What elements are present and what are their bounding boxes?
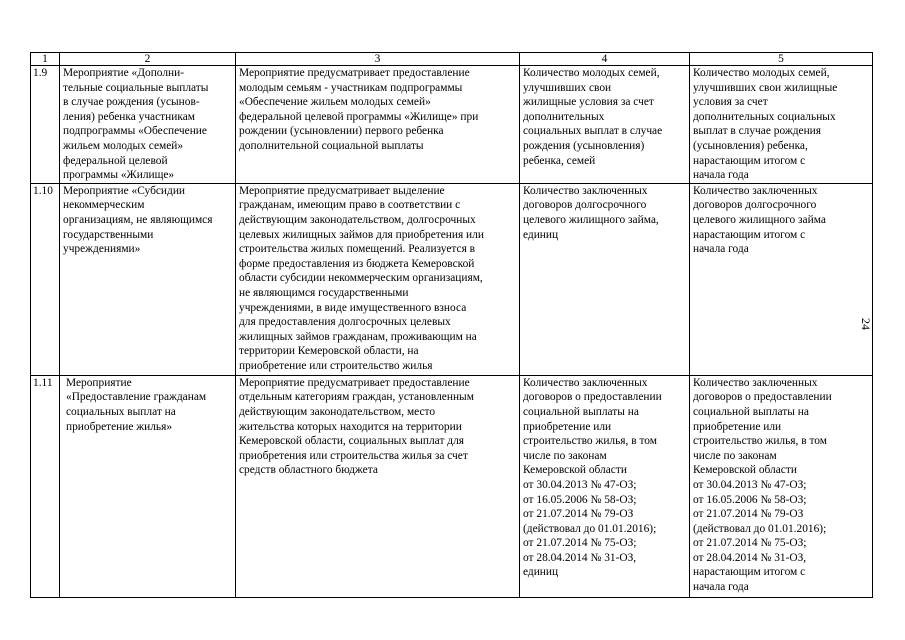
indicator-cell: [520, 66, 690, 184]
cell-text-line: от 16.05.2006 № 58-ОЗ;: [693, 493, 807, 506]
cell-text-line: тельные социальные выплаты: [63, 81, 209, 94]
cell-text-line: от 21.07.2014 № 75-ОЗ;: [523, 537, 637, 550]
cell-text-line: федеральной целевой: [63, 154, 168, 167]
cell-text-line: гражданам, имеющим право в соответствии с: [239, 199, 461, 212]
cell-text-line: ления) ребенка участникам: [63, 110, 195, 123]
cell-text-line: строительства жилых помещений. Реализуется в: [239, 243, 476, 256]
cell-text-line: ребенка, семей: [523, 154, 596, 167]
header-cell-4: 4: [520, 53, 690, 66]
cell-text-line: социальной выплаты на: [693, 405, 809, 418]
cell-text-line: молодым семьям - участникам подпрограммы: [239, 81, 463, 94]
event-name-cell: [60, 66, 236, 184]
cell-text-line: подпрограммы «Обеспечение: [63, 125, 207, 138]
cell-text-line: выплат в случае рождения: [693, 125, 822, 138]
cell-text-line: договоров о предоставлении: [523, 391, 662, 404]
cell-text-line: условия за счет: [693, 96, 768, 109]
cell-text-line: от 28.04.2014 № 31-ОЗ,: [523, 551, 637, 564]
cell-text-line: Количество заключенных: [523, 376, 648, 389]
cell-text-line: приобретение или: [523, 420, 612, 433]
cell-text-line: нарастающим итогом с: [693, 154, 806, 167]
cell-text-line: от 21.07.2014 № 79-ОЗ: [523, 508, 634, 521]
indicator-cell: [520, 375, 690, 597]
cell-text-line: области субсидии некоммерческим организациям,: [239, 272, 483, 285]
cell-text-line: Мероприятие предусматривает предоставление: [239, 67, 470, 79]
cell-text-line: учреждениями, в виде имущественного взноса: [239, 301, 467, 314]
cell-text-line: программы «Жилище»: [63, 169, 175, 182]
row-number-cell: 1.10: [31, 183, 60, 375]
cell-text-line: «Предоставление гражданам: [66, 391, 207, 404]
cell-text-line: от 21.07.2014 № 75-ОЗ;: [693, 537, 807, 550]
cell-text-line: Количество молодых семей,: [523, 67, 660, 79]
cell-text-line: целевого жилищного займа: [693, 213, 826, 226]
cell-text-line: Мероприятие «Субсидии: [63, 184, 186, 197]
cell-text-line: целевого жилищного займа,: [523, 213, 659, 226]
cell-text-line: нарастающим итогом с: [693, 566, 806, 579]
cell-text-line: Количество заключенных: [693, 184, 818, 197]
cell-text-line: жилищные условия за счет: [523, 96, 654, 109]
cell-text-line: (усыновления) ребенка,: [693, 139, 808, 152]
cell-text-line: действующим законодательством, долгосрочных: [239, 213, 476, 226]
cell-text-line: дополнительных социальных: [693, 110, 836, 123]
table-body: [31, 53, 873, 598]
row-number-cell: 1.11: [31, 375, 60, 597]
cell-text-line: числе по законам: [523, 449, 607, 462]
cell-text-line: начала года: [693, 243, 749, 256]
event-description-cell: [236, 375, 520, 597]
header-row: [31, 53, 873, 66]
event-name-cell: [60, 183, 236, 375]
cell-text-line: жительства которых находится на территории: [239, 420, 462, 433]
cell-text-line: жильем молодых семей»: [63, 139, 184, 152]
cell-text-line: средств областного бюджета: [239, 464, 378, 477]
cell-text-line: улучшивших свои жилищные: [693, 81, 838, 94]
cell-text-line: действующим законодательством, место: [239, 405, 436, 418]
cell-text-line: от 16.05.2006 № 58-ОЗ;: [523, 493, 637, 506]
cell-text-line: приобретение жилья»: [66, 420, 173, 433]
table-row: [31, 375, 873, 597]
cell-text-line: числе по законам: [693, 449, 777, 462]
cell-text-line: Количество молодых семей,: [693, 67, 830, 79]
header-cell-2: 2: [60, 53, 236, 66]
cell-text-line: отдельным категориям граждан, установленным: [239, 391, 474, 404]
cell-text-line: (действовал до 01.01.2016);: [523, 522, 657, 535]
cell-text-line: рождении (усыновлении) первого ребенка: [239, 125, 444, 138]
cell-text-line: Мероприятие предусматривает предоставление: [239, 376, 470, 389]
cell-text-line: от 21.07.2014 № 79-ОЗ: [693, 508, 804, 521]
cell-text-line: Количество заключенных: [523, 184, 648, 197]
cell-text-line: социальной выплаты на: [523, 405, 639, 418]
cell-text-line: Кемеровской области, социальных выплат для: [239, 435, 464, 448]
cell-text-line: единиц: [523, 566, 559, 579]
cell-text-line: учреждениями»: [63, 243, 141, 256]
cell-text-line: строительство жилья, в том: [523, 435, 657, 448]
header-cell-3: 3: [236, 53, 520, 66]
cell-text-line: Мероприятие предусматривает выделение: [239, 184, 445, 197]
cell-text-line: Мероприятие «Дополни-: [63, 67, 184, 79]
cell-text-line: федеральной целевой программы «Жилище» при: [239, 110, 479, 123]
cell-text-line: дополнительной социальной выплаты: [239, 139, 424, 152]
cumulative-indicator-cell: [690, 375, 873, 597]
cell-text-line: целевых жилищных займов для приобретения или: [239, 228, 484, 241]
cell-text-line: (действовал до 01.01.2016);: [693, 522, 827, 535]
cell-text-line: форме предоставления из бюджета Кемеровской: [239, 257, 475, 270]
cell-text-line: дополнительных: [523, 110, 605, 123]
cell-text-line: от 30.04.2013 № 47-ОЗ;: [523, 478, 637, 491]
cell-text-line: от 30.04.2013 № 47-ОЗ;: [693, 478, 807, 491]
cumulative-indicator-cell: [690, 183, 873, 375]
cell-text-line: некоммерческим: [63, 199, 145, 212]
cell-text-line: начала года: [693, 581, 749, 594]
cell-text-line: территории Кемеровской области, на: [239, 345, 419, 358]
cell-text-line: государственными: [63, 228, 154, 241]
cell-text-line: нарастающим итогом с: [693, 228, 806, 241]
cell-text-line: договоров долгосрочного: [693, 199, 817, 212]
cell-text-line: приобретения или строительства жилья за счет: [239, 449, 468, 462]
cell-text-line: рождения (усыновления): [523, 139, 645, 152]
cell-text-line: единиц: [523, 228, 559, 241]
cell-text-line: «Обеспечение жильем молодых семей»: [239, 96, 431, 109]
cell-text-line: в случае рождения (усынов-: [63, 96, 200, 109]
cell-text-line: социальных выплат на: [66, 405, 176, 418]
cell-text-line: приобретение или строительство жилья: [239, 359, 433, 372]
cumulative-indicator-cell: [690, 66, 873, 184]
cell-text-line: строительство жилья, в том: [693, 435, 827, 448]
cell-text-line: не являющимся государственными: [239, 286, 409, 299]
cell-text-line: договоров о предоставлении: [693, 391, 832, 404]
program-table: [30, 52, 873, 598]
cell-text-line: социальных выплат в случае: [523, 125, 663, 138]
header-cell-1: 1: [31, 53, 60, 66]
row-number-cell: 1.9: [31, 66, 60, 184]
cell-text-line: жилищных займов гражданам, проживающим на: [239, 330, 477, 343]
table-row: [31, 66, 873, 184]
event-description-cell: [236, 183, 520, 375]
cell-text-line: договоров долгосрочного: [523, 199, 647, 212]
cell-text-line: Кемеровской области: [523, 464, 627, 477]
cell-text-line: от 28.04.2014 № 31-ОЗ,: [693, 551, 807, 564]
header-cell-5: 5: [690, 53, 873, 66]
cell-text-line: Количество заключенных: [693, 376, 818, 389]
event-description-cell: [236, 66, 520, 184]
indicator-cell: [520, 183, 690, 375]
cell-text-line: организациям, не являющимся: [63, 213, 213, 226]
page-number: 24: [859, 318, 873, 330]
cell-text-line: Кемеровской области: [693, 464, 797, 477]
cell-text-line: улучшивших свои: [523, 81, 612, 94]
cell-text-line: для предоставления долгосрочных целевых: [239, 316, 451, 329]
cell-text-line: начала года: [693, 169, 749, 182]
cell-text-line: Мероприятие: [66, 376, 132, 389]
table-row: [31, 183, 873, 375]
cell-text-line: приобретение или: [693, 420, 782, 433]
event-name-cell: [60, 375, 236, 597]
